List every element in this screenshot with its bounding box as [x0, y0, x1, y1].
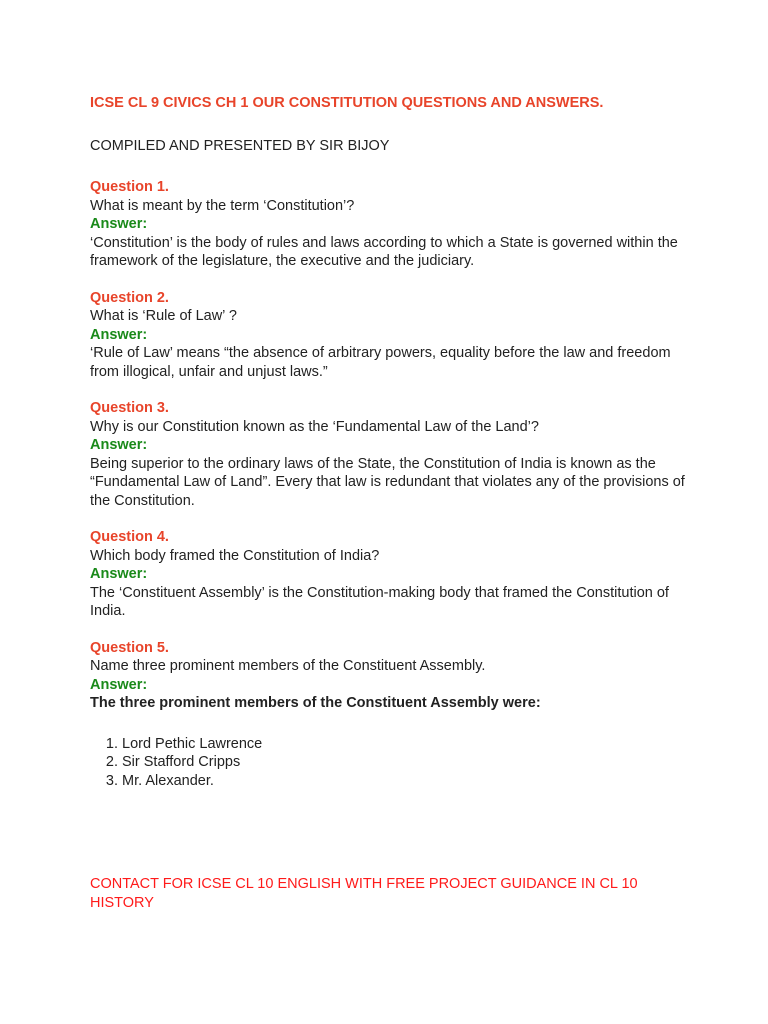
page-title: ICSE CL 9 CIVICS CH 1 OUR CONSTITUTION QUESTIONS AND ANSWERS. — [90, 95, 604, 111]
list-item: 3. Mr. Alexander. — [122, 772, 690, 791]
qa-block-5 — [90, 639, 690, 791]
byline: COMPILED AND PRESENTED BY SIR BIJOY — [90, 137, 390, 154]
question-text: What is meant by the term ‘Constitution’? — [90, 197, 355, 214]
answer-text: The ‘Constituent Assembly’ is the Constitution-making body that framed the Constitution of India. — [90, 584, 669, 619]
list-item: 1. Lord Pethic Lawrence — [122, 735, 690, 754]
list-item: 2. Sir Stafford Cripps — [122, 753, 690, 772]
question-text: What is ‘Rule of Law’ ? — [90, 308, 237, 324]
answer-label: Answer: — [90, 437, 148, 453]
qa-block-3 — [90, 399, 690, 510]
question-label: Question 5. — [90, 639, 169, 656]
qa-block-4 — [90, 528, 690, 621]
answer-text: Being superior to the ordinary laws of the State, the Constitution of India is known as the “Fundamental Law of Land”. Every that law is redundant that violates any of the provisions of the Constitution. — [90, 455, 685, 509]
answer-label: Answer: — [90, 676, 148, 693]
contact-note: CONTACT FOR ICSE CL 10 ENGLISH WITH FREE PROJECT GUIDANCE IN CL 10 HISTORY — [90, 876, 638, 911]
answer-label: Answer: — [90, 216, 148, 232]
question-label: Question 4. — [90, 529, 169, 545]
question-text: Which body framed the Constitution of India? — [90, 547, 380, 564]
answer-text: The three prominent members of the Constituent Assembly were: — [90, 695, 541, 711]
members-list — [90, 735, 690, 791]
answer-text: ‘Rule of Law’ means “the absence of arbitrary powers, equality before the law and freedom from illogical, unfair and unjust laws.” — [90, 345, 671, 380]
answer-label: Answer: — [90, 566, 148, 582]
qa-block-2 — [90, 289, 690, 382]
qa-block-1 — [90, 178, 690, 271]
question-label: Question 2. — [90, 289, 169, 306]
answer-text: ‘Constitution’ is the body of rules and laws according to which a State is governed within the framework of the legislature, the executive and the judiciary. — [90, 234, 678, 269]
question-label: Question 1. — [90, 179, 169, 195]
question-text: Why is our Constitution known as the ‘Fundamental Law of the Land’? — [90, 418, 539, 435]
answer-label: Answer: — [90, 326, 148, 343]
question-label: Question 3. — [90, 400, 169, 416]
document-body — [90, 94, 690, 808]
question-text: Name three prominent members of the Constituent Assembly. — [90, 658, 486, 674]
